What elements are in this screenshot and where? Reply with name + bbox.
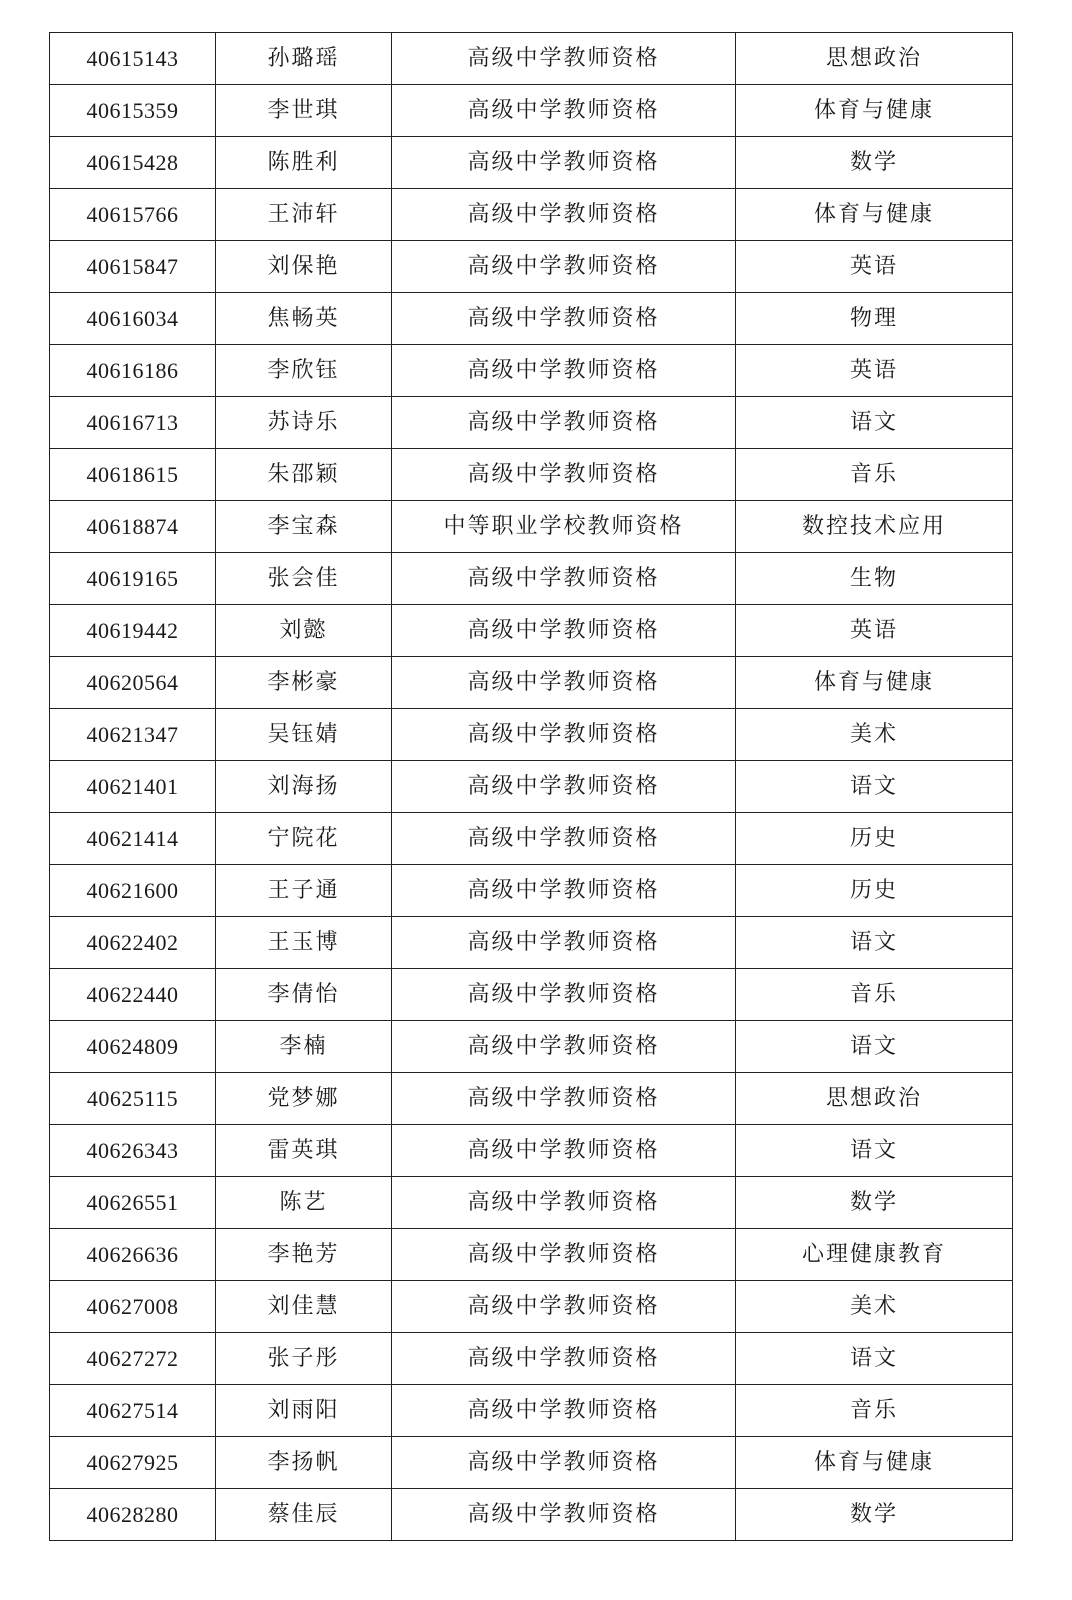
qualification-type-cell: 高级中学教师资格 [392,969,736,1021]
person-name-cell: 李扬帆 [216,1437,392,1489]
table-row [50,449,1013,501]
subject-cell: 体育与健康 [736,657,1013,709]
person-name-cell: 刘懿 [216,605,392,657]
subject-cell: 历史 [736,813,1013,865]
record-number-cell: 40616186 [50,345,216,397]
person-name-cell: 吴钰婧 [216,709,392,761]
table-row [50,1333,1013,1385]
person-name-cell: 张会佳 [216,553,392,605]
table-row [50,969,1013,1021]
table-row [50,137,1013,189]
record-number-cell: 40621414 [50,813,216,865]
table-row [50,1281,1013,1333]
subject-cell: 语文 [736,1021,1013,1073]
person-name-cell: 李欣钰 [216,345,392,397]
table-row [50,865,1013,917]
subject-cell: 美术 [736,709,1013,761]
table-row [50,85,1013,137]
record-number-cell: 40615143 [50,33,216,85]
qualification-type-cell: 高级中学教师资格 [392,137,736,189]
subject-cell: 英语 [736,345,1013,397]
subject-cell: 音乐 [736,969,1013,1021]
qualification-type-cell: 高级中学教师资格 [392,1385,736,1437]
person-name-cell: 党梦娜 [216,1073,392,1125]
person-name-cell: 李楠 [216,1021,392,1073]
qualification-type-cell: 高级中学教师资格 [392,1281,736,1333]
qualification-type-cell: 高级中学教师资格 [392,605,736,657]
table-row [50,605,1013,657]
record-number-cell: 40616034 [50,293,216,345]
person-name-cell: 李宝森 [216,501,392,553]
table-body [50,33,1013,1541]
subject-cell: 英语 [736,241,1013,293]
qualification-type-cell: 高级中学教师资格 [392,85,736,137]
record-number-cell: 40622402 [50,917,216,969]
person-name-cell: 宁院花 [216,813,392,865]
table-row [50,553,1013,605]
subject-cell: 英语 [736,605,1013,657]
qualification-type-cell: 高级中学教师资格 [392,553,736,605]
person-name-cell: 刘保艳 [216,241,392,293]
person-name-cell: 蔡佳辰 [216,1489,392,1541]
subject-cell: 体育与健康 [736,189,1013,241]
qualification-type-cell: 高级中学教师资格 [392,33,736,85]
subject-cell: 数学 [736,137,1013,189]
table-row [50,1073,1013,1125]
record-number-cell: 40627925 [50,1437,216,1489]
table-row [50,345,1013,397]
record-number-cell: 40627514 [50,1385,216,1437]
subject-cell: 语文 [736,761,1013,813]
table-row [50,657,1013,709]
person-name-cell: 朱邵颖 [216,449,392,501]
record-number-cell: 40626343 [50,1125,216,1177]
record-number-cell: 40627272 [50,1333,216,1385]
subject-cell: 心理健康教育 [736,1229,1013,1281]
qualification-type-cell: 高级中学教师资格 [392,1333,736,1385]
table-row [50,293,1013,345]
table-row [50,189,1013,241]
person-name-cell: 陈胜利 [216,137,392,189]
subject-cell: 音乐 [736,449,1013,501]
person-name-cell: 王沛轩 [216,189,392,241]
qualification-type-cell: 高级中学教师资格 [392,813,736,865]
record-number-cell: 40615428 [50,137,216,189]
qualification-type-cell: 高级中学教师资格 [392,1229,736,1281]
subject-cell: 语文 [736,917,1013,969]
table-row [50,1385,1013,1437]
qualification-table [49,32,1013,1541]
subject-cell: 体育与健康 [736,1437,1013,1489]
qualification-type-cell: 高级中学教师资格 [392,241,736,293]
subject-cell: 美术 [736,1281,1013,1333]
table-row [50,33,1013,85]
person-name-cell: 王玉博 [216,917,392,969]
table-row [50,241,1013,293]
table-row [50,397,1013,449]
subject-cell: 数学 [736,1489,1013,1541]
person-name-cell: 张子彤 [216,1333,392,1385]
person-name-cell: 李彬豪 [216,657,392,709]
record-number-cell: 40615766 [50,189,216,241]
record-number-cell: 40616713 [50,397,216,449]
table-row [50,761,1013,813]
qualification-type-cell: 高级中学教师资格 [392,1073,736,1125]
subject-cell: 语文 [736,1125,1013,1177]
person-name-cell: 陈艺 [216,1177,392,1229]
qualification-type-cell: 高级中学教师资格 [392,397,736,449]
document-page [49,32,1012,1541]
record-number-cell: 40626636 [50,1229,216,1281]
person-name-cell: 李倩怡 [216,969,392,1021]
record-number-cell: 40628280 [50,1489,216,1541]
qualification-type-cell: 高级中学教师资格 [392,189,736,241]
record-number-cell: 40615359 [50,85,216,137]
person-name-cell: 雷英琪 [216,1125,392,1177]
qualification-type-cell: 高级中学教师资格 [392,1125,736,1177]
qualification-type-cell: 高级中学教师资格 [392,917,736,969]
person-name-cell: 刘雨阳 [216,1385,392,1437]
qualification-type-cell: 高级中学教师资格 [392,865,736,917]
subject-cell: 思想政治 [736,33,1013,85]
person-name-cell: 刘海扬 [216,761,392,813]
person-name-cell: 王子通 [216,865,392,917]
record-number-cell: 40620564 [50,657,216,709]
subject-cell: 数学 [736,1177,1013,1229]
table-row [50,1437,1013,1489]
table-row [50,501,1013,553]
subject-cell: 语文 [736,1333,1013,1385]
table-row [50,917,1013,969]
subject-cell: 音乐 [736,1385,1013,1437]
record-number-cell: 40618874 [50,501,216,553]
table-row [50,813,1013,865]
table-row [50,1125,1013,1177]
subject-cell: 物理 [736,293,1013,345]
person-name-cell: 苏诗乐 [216,397,392,449]
record-number-cell: 40619165 [50,553,216,605]
subject-cell: 体育与健康 [736,85,1013,137]
qualification-type-cell: 高级中学教师资格 [392,345,736,397]
person-name-cell: 焦畅英 [216,293,392,345]
qualification-type-cell: 高级中学教师资格 [392,761,736,813]
qualification-type-cell: 中等职业学校教师资格 [392,501,736,553]
table-row [50,1489,1013,1541]
table-row [50,709,1013,761]
qualification-type-cell: 高级中学教师资格 [392,449,736,501]
record-number-cell: 40624809 [50,1021,216,1073]
record-number-cell: 40621347 [50,709,216,761]
qualification-type-cell: 高级中学教师资格 [392,1177,736,1229]
qualification-type-cell: 高级中学教师资格 [392,657,736,709]
table-row [50,1021,1013,1073]
record-number-cell: 40621401 [50,761,216,813]
qualification-type-cell: 高级中学教师资格 [392,1489,736,1541]
table-row [50,1177,1013,1229]
qualification-type-cell: 高级中学教师资格 [392,1437,736,1489]
qualification-type-cell: 高级中学教师资格 [392,709,736,761]
record-number-cell: 40619442 [50,605,216,657]
record-number-cell: 40618615 [50,449,216,501]
subject-cell: 语文 [736,397,1013,449]
qualification-type-cell: 高级中学教师资格 [392,1021,736,1073]
person-name-cell: 李世琪 [216,85,392,137]
subject-cell: 生物 [736,553,1013,605]
subject-cell: 历史 [736,865,1013,917]
subject-cell: 思想政治 [736,1073,1013,1125]
qualification-type-cell: 高级中学教师资格 [392,293,736,345]
record-number-cell: 40626551 [50,1177,216,1229]
record-number-cell: 40627008 [50,1281,216,1333]
person-name-cell: 孙璐瑶 [216,33,392,85]
record-number-cell: 40621600 [50,865,216,917]
record-number-cell: 40625115 [50,1073,216,1125]
person-name-cell: 刘佳慧 [216,1281,392,1333]
table-row [50,1229,1013,1281]
record-number-cell: 40615847 [50,241,216,293]
person-name-cell: 李艳芳 [216,1229,392,1281]
subject-cell: 数控技术应用 [736,501,1013,553]
record-number-cell: 40622440 [50,969,216,1021]
